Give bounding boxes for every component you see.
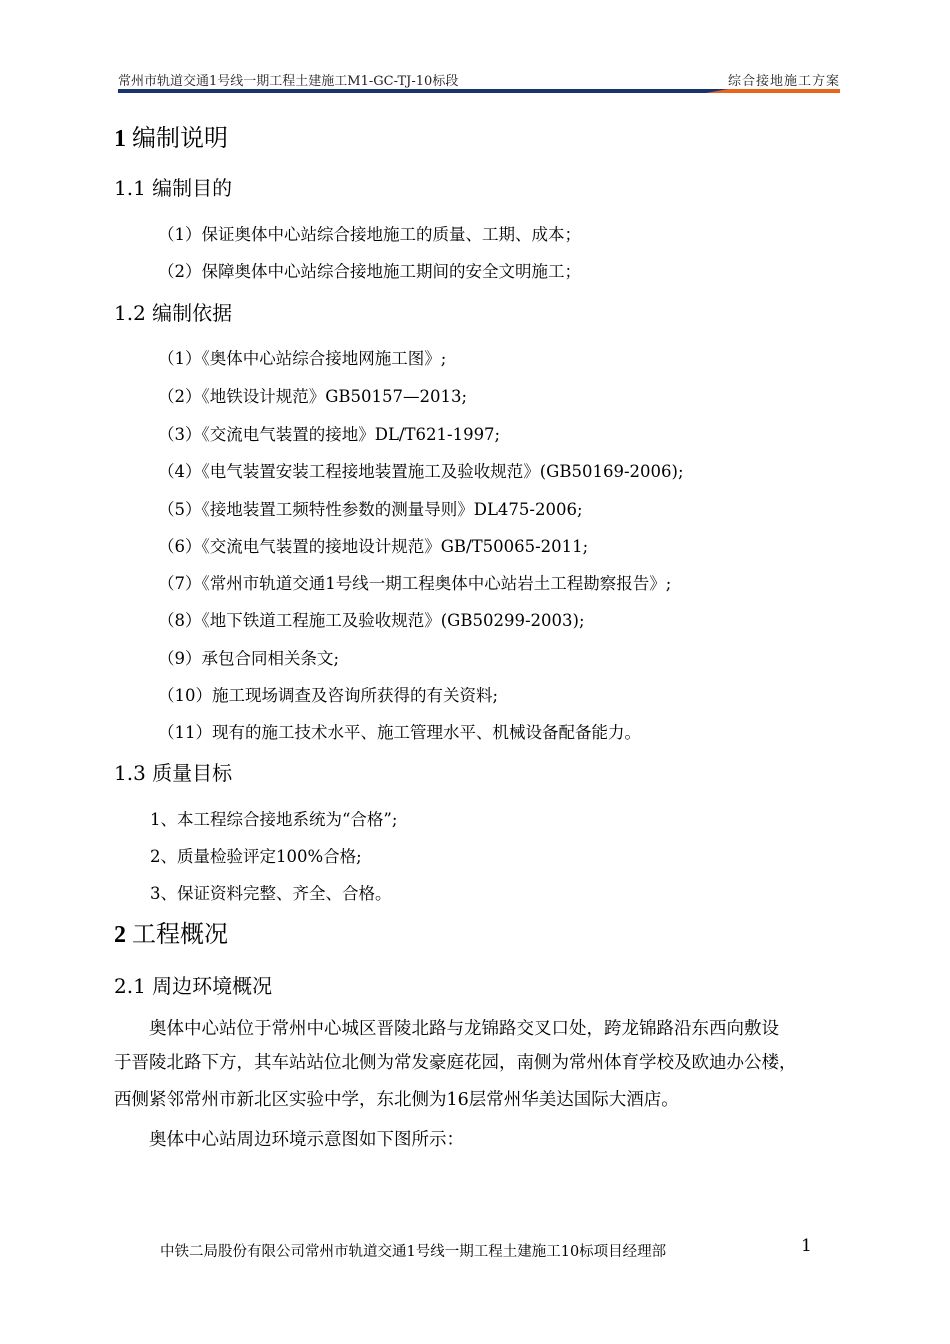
- body-paragraph-line: 奥体中心站位于常州中心城区晋陵北路与龙锦路交叉口处，跨龙锦路沿东西向敷设: [114, 1019, 779, 1039]
- list-item: （9）承包合同相关条文;: [158, 649, 340, 668]
- body-paragraph-line: 西侧紧邻常州市新北区实验中学，东北侧为16层常州华美达国际大酒店。: [114, 1090, 679, 1110]
- header-project-title: 常州市轨道交通1号线一期工程土建施工M1-GC-TJ-10标段: [118, 74, 459, 89]
- header-rule: [118, 89, 840, 93]
- page-header: [118, 70, 840, 88]
- list-item: （3）《交流电气装置的接地》DL/T621-1997;: [158, 425, 501, 444]
- list-item: （8）《地下铁道工程施工及验收规范》(GB50299-2003);: [158, 611, 585, 630]
- heading-section-1: [114, 118, 228, 153]
- list-item: 3、保证资料完整、齐全、合格。: [150, 884, 392, 903]
- section-2-title: 工程概况: [132, 920, 228, 948]
- list-item: （7）《常州市轨道交通1号线一期工程奥体中心站岩土工程勘察报告》;: [158, 574, 672, 593]
- list-item: （11）现有的施工技术水平、施工管理水平、机械设备配备能力。: [158, 723, 641, 742]
- list-item: 2、质量检验评定100%合格;: [150, 847, 362, 866]
- list-item: （2）保障奥体中心站综合接地施工期间的安全文明施工；: [158, 262, 581, 281]
- list-item: （6）《交流电气装置的接地设计规范》GB/T50065-2011;: [158, 537, 589, 556]
- list-item: （1）保证奥体中心站综合接地施工的质量、工期、成本；: [158, 225, 581, 244]
- list-item: （1）《奥体中心站综合接地网施工图》;: [158, 349, 447, 368]
- heading-section-2: [114, 914, 228, 949]
- list-item: 1、本工程综合接地系统为“合格”;: [150, 810, 398, 829]
- heading-section-1-1: 1.1 编制目的: [114, 176, 233, 200]
- list-item: （5）《接地装置工频特性参数的测量导则》DL475-2006;: [158, 500, 583, 519]
- heading-section-1-3: 1.3 质量目标: [114, 761, 233, 785]
- section-2-number: 2: [114, 922, 126, 948]
- heading-section-2-1: 2.1 周边环境概况: [114, 974, 273, 998]
- body-paragraph-line: 于晋陵北路下方，其车站站位北侧为常发豪庭花园，南侧为常州体育学校及欧迪办公楼，: [114, 1053, 797, 1073]
- page-footer-org: 中铁二局股份有限公司常州市轨道交通1号线一期工程土建施工10标项目经理部: [160, 1244, 667, 1260]
- heading-section-1-2: 1.2 编制依据: [114, 301, 233, 325]
- list-item: （2）《地铁设计规范》GB50157—2013;: [158, 387, 468, 406]
- body-paragraph-line: 奥体中心站周边环境示意图如下图所示：: [114, 1130, 464, 1150]
- section-1-number: 1: [114, 126, 126, 152]
- list-item: （10）施工现场调查及咨询所获得的有关资料;: [158, 686, 499, 705]
- header-document-title: 综合接地施工方案: [727, 74, 840, 89]
- page-number: 1: [801, 1236, 812, 1256]
- section-1-title: 编制说明: [132, 124, 228, 152]
- list-item: （4）《电气装置安装工程接地装置施工及验收规范》(GB50169-2006);: [158, 462, 684, 481]
